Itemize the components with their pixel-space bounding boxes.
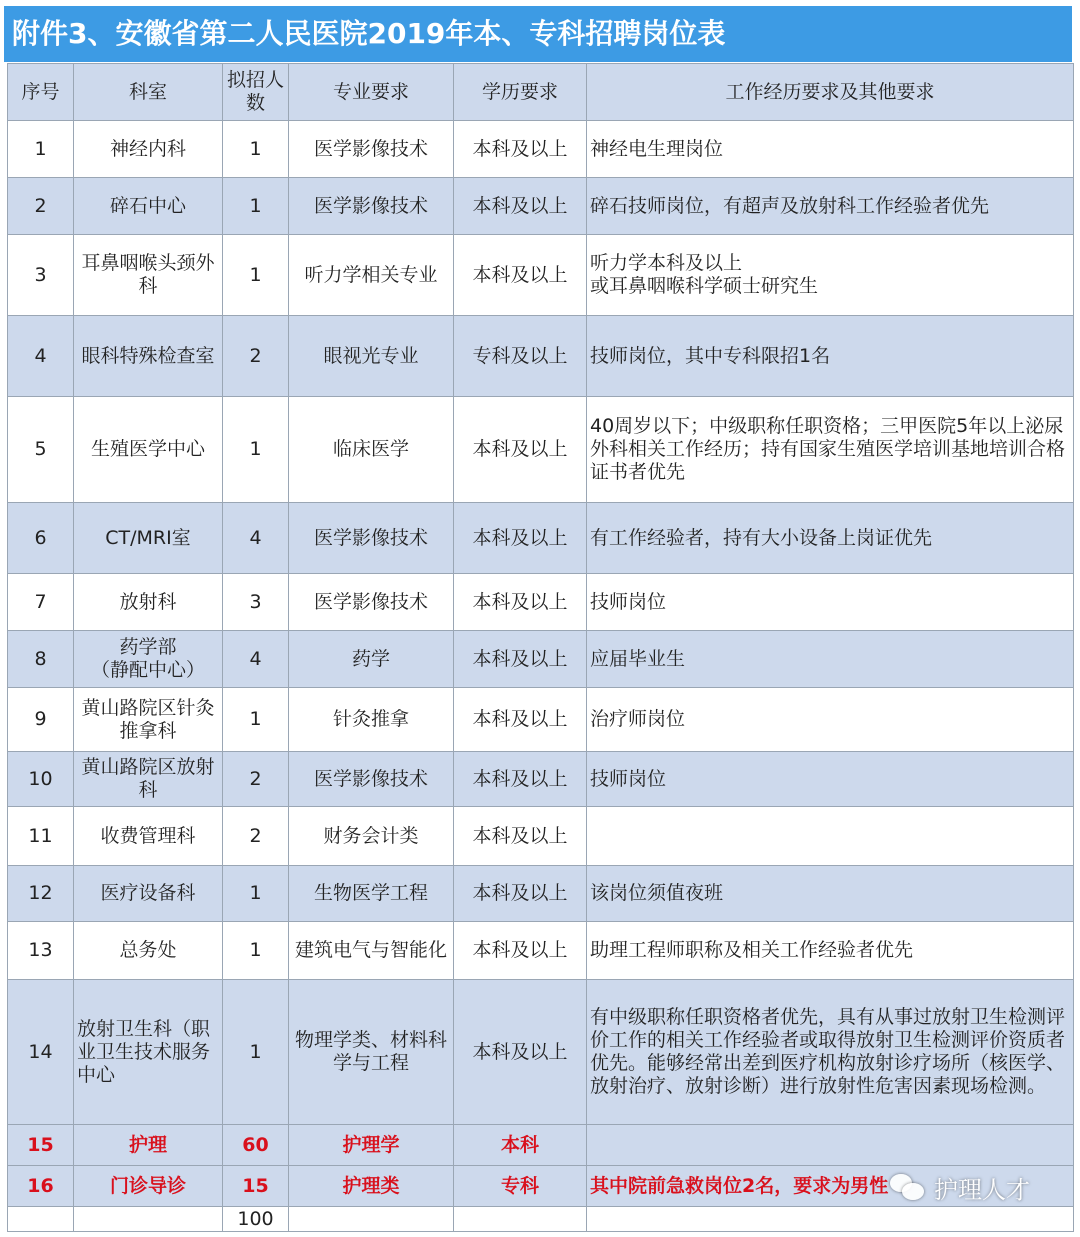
cell-req: 该岗位须值夜班 <box>587 866 1074 922</box>
cell-dept: 总务处 <box>74 922 223 980</box>
watermark-text: 护理人才 <box>934 1175 1030 1204</box>
cell-count: 60 <box>223 1125 289 1166</box>
cell-edu: 本科及以上 <box>454 688 587 752</box>
cell-edu: 专科 <box>454 1166 587 1207</box>
cell-req <box>587 807 1074 866</box>
cell-dept: 黄山路院区针灸推拿科 <box>74 688 223 752</box>
cell-edu: 本科及以上 <box>454 922 587 980</box>
cell-count: 4 <box>223 631 289 688</box>
cell-edu: 本科及以上 <box>454 397 587 503</box>
cell-no: 15 <box>8 1125 74 1166</box>
cell-no: 2 <box>8 178 74 235</box>
cell-dept: 神经内科 <box>74 121 223 178</box>
cell-dept: CT/MRI室 <box>74 503 223 574</box>
table-row <box>8 688 1074 752</box>
cell-dept: 门诊导诊 <box>74 1166 223 1207</box>
cell-req: 有工作经验者，持有大小设备上岗证优先 <box>587 503 1074 574</box>
total-count: 100 <box>223 1207 289 1232</box>
cell-edu: 本科及以上 <box>454 121 587 178</box>
table-row <box>8 316 1074 397</box>
cell-empty <box>8 1207 74 1232</box>
cell-dept: 放射卫生科（职业卫生技术服务中心 <box>74 980 223 1125</box>
header-major: 专业要求 <box>289 64 454 121</box>
table-row <box>8 631 1074 688</box>
cell-no: 3 <box>8 235 74 316</box>
cell-dept: 黄山路院区放射科 <box>74 752 223 807</box>
cell-major: 医学影像技术 <box>289 121 454 178</box>
cell-count: 1 <box>223 397 289 503</box>
cell-empty <box>454 1207 587 1232</box>
table-row <box>8 178 1074 235</box>
table-row <box>8 1125 1074 1166</box>
cell-count: 2 <box>223 752 289 807</box>
table-row <box>8 235 1074 316</box>
table-row <box>8 574 1074 631</box>
cell-no: 12 <box>8 866 74 922</box>
table-row <box>8 752 1074 807</box>
table-row <box>8 503 1074 574</box>
cell-major: 眼视光专业 <box>289 316 454 397</box>
cell-edu: 本科及以上 <box>454 752 587 807</box>
header-req: 工作经历要求及其他要求 <box>587 64 1074 121</box>
cell-count: 2 <box>223 316 289 397</box>
cell-edu: 本科及以上 <box>454 631 587 688</box>
table-row <box>8 980 1074 1125</box>
page-title: 附件3、安徽省第二人民医院2019年本、专科招聘岗位表 <box>4 6 1072 62</box>
cell-edu: 本科 <box>454 1125 587 1166</box>
cell-major: 医学影像技术 <box>289 752 454 807</box>
header-dept: 科室 <box>74 64 223 121</box>
cell-major: 建筑电气与智能化 <box>289 922 454 980</box>
cell-count: 1 <box>223 235 289 316</box>
cell-major: 生物医学工程 <box>289 866 454 922</box>
table-row <box>8 922 1074 980</box>
cell-edu: 本科及以上 <box>454 866 587 922</box>
cell-req: 神经电生理岗位 <box>587 121 1074 178</box>
table-row <box>8 121 1074 178</box>
cell-no: 13 <box>8 922 74 980</box>
cell-no: 1 <box>8 121 74 178</box>
cell-major: 针灸推拿 <box>289 688 454 752</box>
header-count: 拟招人数 <box>223 64 289 121</box>
cell-empty <box>587 1207 1074 1232</box>
cell-count: 15 <box>223 1166 289 1207</box>
cell-req: 技师岗位 <box>587 752 1074 807</box>
cell-dept: 耳鼻咽喉头颈外科 <box>74 235 223 316</box>
cell-no: 11 <box>8 807 74 866</box>
cell-edu: 本科及以上 <box>454 235 587 316</box>
cell-empty <box>74 1207 223 1232</box>
cell-dept: 碎石中心 <box>74 178 223 235</box>
cell-req <box>587 235 1074 316</box>
header-no: 序号 <box>8 64 74 121</box>
cell-edu: 本科及以上 <box>454 574 587 631</box>
cell-major: 财务会计类 <box>289 807 454 866</box>
cell-req <box>587 1125 1074 1166</box>
wechat-icon <box>890 1172 926 1202</box>
cell-count: 1 <box>223 121 289 178</box>
cell-req: 有中级职称任职资格者优先，具有从事过放射卫生检测评价工作的相关工作经验者或取得放射卫生检测评价资质者优先。能够经常出差到医疗机构放射诊疗场所（核医学、放射治疗、放射诊断）进行放射性危害因素现场检测。 <box>587 980 1074 1125</box>
cell-req: 其中院前急救岗位2名，要求为男性 <box>587 1166 1074 1207</box>
cell-major: 护理学 <box>289 1125 454 1166</box>
cell-major: 医学影像技术 <box>289 178 454 235</box>
cell-major: 医学影像技术 <box>289 503 454 574</box>
cell-dept: 医疗设备科 <box>74 866 223 922</box>
watermark <box>890 1167 1030 1207</box>
cell-edu: 本科及以上 <box>454 178 587 235</box>
header-edu: 学历要求 <box>454 64 587 121</box>
cell-empty <box>289 1207 454 1232</box>
cell-major: 医学影像技术 <box>289 574 454 631</box>
cell-req-line: 或耳鼻咽喉科学硕士研究生 <box>590 275 819 297</box>
cell-count: 4 <box>223 503 289 574</box>
cell-major: 临床医学 <box>289 397 454 503</box>
cell-count: 1 <box>223 688 289 752</box>
cell-req: 治疗师岗位 <box>587 688 1074 752</box>
cell-req: 碎石技师岗位，有超声及放射科工作经验者优先 <box>587 178 1074 235</box>
cell-dept: 放射科 <box>74 574 223 631</box>
cell-req: 应届毕业生 <box>587 631 1074 688</box>
cell-no: 7 <box>8 574 74 631</box>
cell-major: 物理学类、材料科学与工程 <box>289 980 454 1125</box>
header-row <box>8 64 1074 121</box>
cell-req-line: 听力学本科及以上 <box>590 252 743 274</box>
cell-dept: 眼科特殊检查室 <box>74 316 223 397</box>
cell-no: 10 <box>8 752 74 807</box>
cell-req: 技师岗位，其中专科限招1名 <box>587 316 1074 397</box>
cell-dept: 护理 <box>74 1125 223 1166</box>
table-row <box>8 397 1074 503</box>
cell-no: 9 <box>8 688 74 752</box>
cell-edu: 本科及以上 <box>454 980 587 1125</box>
cell-major: 护理类 <box>289 1166 454 1207</box>
cell-dept <box>74 631 223 688</box>
cell-count: 1 <box>223 866 289 922</box>
cell-major: 药学 <box>289 631 454 688</box>
cell-edu: 专科及以上 <box>454 316 587 397</box>
cell-count: 3 <box>223 574 289 631</box>
cell-req: 技师岗位 <box>587 574 1074 631</box>
cell-dept: 收费管理科 <box>74 807 223 866</box>
table-row <box>8 807 1074 866</box>
cell-no: 8 <box>8 631 74 688</box>
cell-req: 助理工程师职称及相关工作经验者优先 <box>587 922 1074 980</box>
cell-no: 4 <box>8 316 74 397</box>
cell-edu: 本科及以上 <box>454 503 587 574</box>
cell-no: 5 <box>8 397 74 503</box>
cell-count: 2 <box>223 807 289 866</box>
cell-count: 1 <box>223 178 289 235</box>
cell-dept-line: （静配中心） <box>90 659 205 681</box>
cell-no: 6 <box>8 503 74 574</box>
cell-req: 40周岁以下；中级职称任职资格；三甲医院5年以上泌尿外科相关工作经历；持有国家生殖医学培训基地培训合格证书者优先 <box>587 397 1074 503</box>
total-row <box>8 1207 1074 1232</box>
cell-major: 听力学相关专业 <box>289 235 454 316</box>
cell-no: 16 <box>8 1166 74 1207</box>
cell-count: 1 <box>223 980 289 1125</box>
cell-dept-line: 药学部 <box>119 636 177 658</box>
cell-no: 14 <box>8 980 74 1125</box>
table-row <box>8 866 1074 922</box>
cell-count: 1 <box>223 922 289 980</box>
cell-edu: 本科及以上 <box>454 807 587 866</box>
cell-dept: 生殖医学中心 <box>74 397 223 503</box>
recruitment-table <box>7 63 1074 1232</box>
